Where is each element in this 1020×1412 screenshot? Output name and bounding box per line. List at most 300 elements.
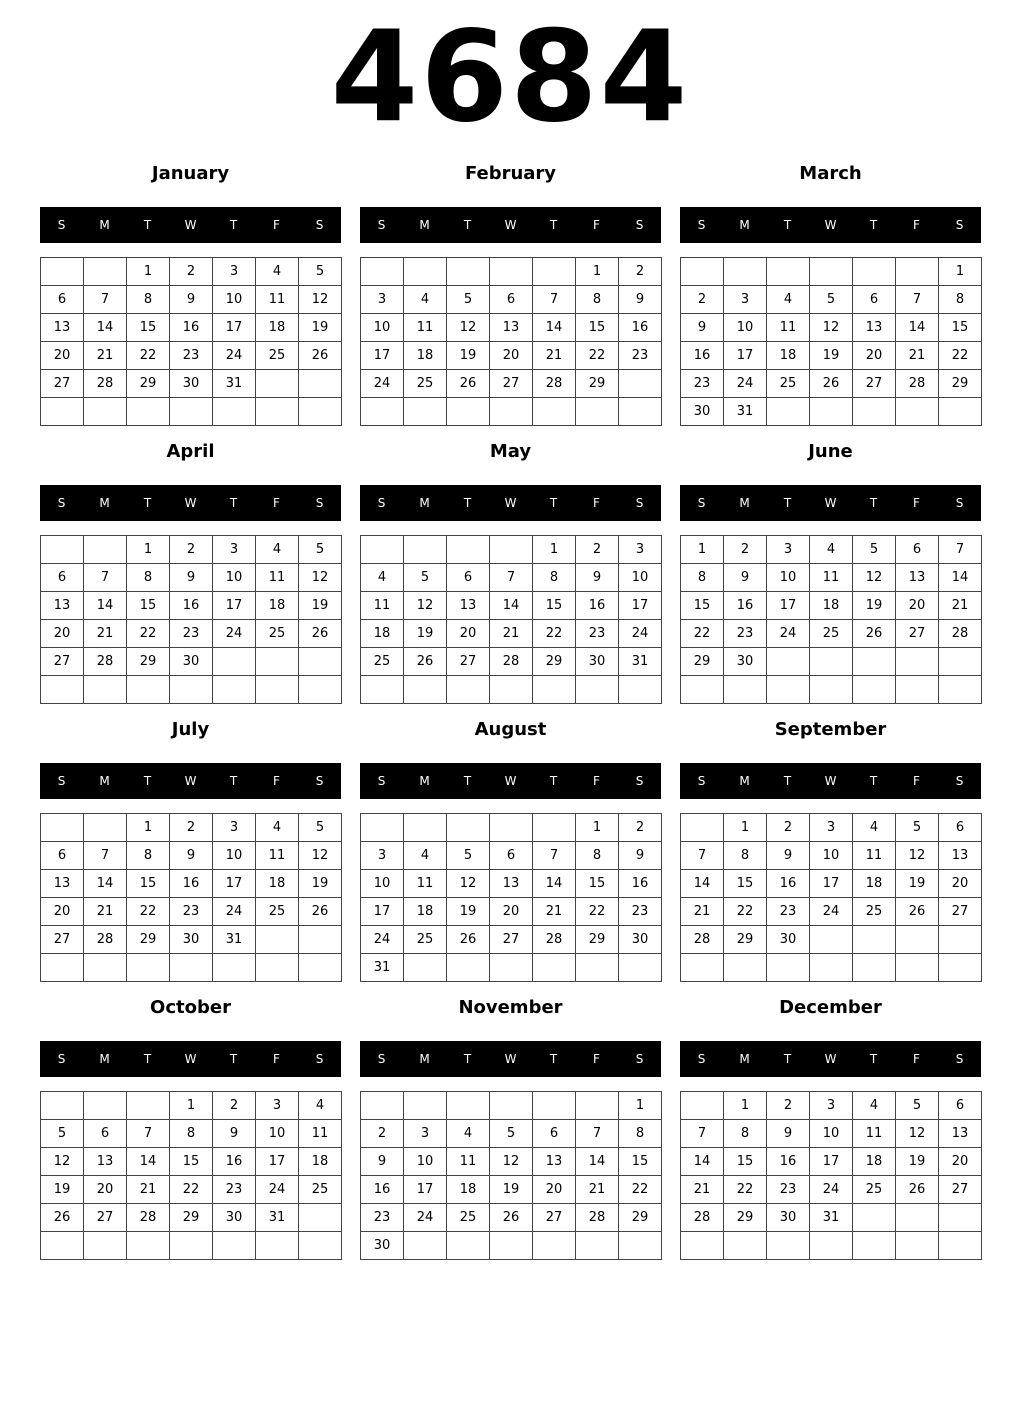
weekday-label: F [913, 774, 920, 788]
week-row [361, 1232, 662, 1260]
day-cell: 17 [724, 342, 767, 370]
day-cell: 1 [533, 536, 576, 564]
day-cell: 25 [853, 1176, 896, 1204]
day-cell: 6 [896, 536, 939, 564]
day-cell: 30 [724, 648, 767, 676]
day-cell [170, 398, 213, 426]
weekday-label: M [739, 496, 750, 510]
day-cell [810, 676, 853, 704]
day-cell: 21 [681, 1176, 724, 1204]
day-cell: 1 [576, 258, 619, 286]
month-name: April [166, 441, 215, 462]
week-row [361, 1148, 662, 1176]
day-cell [810, 1232, 853, 1260]
day-cell [447, 536, 490, 564]
week-row [41, 926, 342, 954]
day-cell [170, 1232, 213, 1260]
week-row [361, 258, 662, 286]
day-cell [767, 676, 810, 704]
day-cell: 3 [404, 1120, 447, 1148]
week-row [681, 258, 982, 286]
day-cell: 1 [127, 536, 170, 564]
day-cell: 11 [447, 1148, 490, 1176]
week-row [41, 258, 342, 286]
weekday-label: F [593, 218, 600, 232]
day-cell [213, 398, 256, 426]
day-cell: 22 [533, 620, 576, 648]
day-cell: 19 [896, 1148, 939, 1176]
day-cell [767, 398, 810, 426]
day-cell: 17 [213, 870, 256, 898]
day-cell [681, 676, 724, 704]
week-row [681, 870, 982, 898]
day-cell [447, 676, 490, 704]
day-cell: 2 [361, 1120, 404, 1148]
month-name: June [808, 441, 853, 462]
day-cell: 22 [127, 898, 170, 926]
weekday-header [360, 485, 661, 521]
week-row [41, 370, 342, 398]
weekday-label: M [419, 496, 430, 510]
day-cell [681, 258, 724, 286]
day-cell: 20 [853, 342, 896, 370]
weekday-label: M [99, 1052, 110, 1066]
day-cell: 1 [939, 258, 982, 286]
day-cell [681, 954, 724, 982]
day-cell: 11 [810, 564, 853, 592]
weekday-label: S [377, 774, 386, 788]
week-row [361, 564, 662, 592]
day-cell: 8 [724, 1120, 767, 1148]
day-cell [896, 1232, 939, 1260]
day-cell: 21 [576, 1176, 619, 1204]
day-cell: 21 [533, 342, 576, 370]
weekday-label: S [315, 1052, 324, 1066]
week-row [361, 1176, 662, 1204]
day-cell: 22 [127, 620, 170, 648]
week-row [361, 842, 662, 870]
day-cell: 3 [361, 842, 404, 870]
day-cell: 26 [299, 342, 342, 370]
day-cell: 29 [576, 370, 619, 398]
day-cell [896, 648, 939, 676]
day-cell: 13 [84, 1148, 127, 1176]
week-row [681, 342, 982, 370]
day-cell [41, 258, 84, 286]
day-cell: 12 [447, 314, 490, 342]
day-cell: 28 [490, 648, 533, 676]
weekday-label: M [739, 774, 750, 788]
day-cell: 15 [939, 314, 982, 342]
day-cell: 26 [299, 898, 342, 926]
weekday-label: S [635, 774, 644, 788]
day-cell: 30 [619, 926, 662, 954]
day-cell: 22 [939, 342, 982, 370]
day-cell: 27 [490, 370, 533, 398]
day-cell: 18 [256, 314, 299, 342]
day-cell: 3 [213, 536, 256, 564]
day-cell: 19 [299, 592, 342, 620]
day-cell [213, 676, 256, 704]
day-cell [404, 676, 447, 704]
day-cell: 18 [853, 870, 896, 898]
day-cell: 7 [896, 286, 939, 314]
day-cell: 17 [256, 1148, 299, 1176]
day-cell: 30 [170, 370, 213, 398]
day-cell: 16 [724, 592, 767, 620]
day-cell: 18 [404, 342, 447, 370]
day-cell: 30 [576, 648, 619, 676]
weekday-label: S [955, 774, 964, 788]
day-cell: 19 [41, 1176, 84, 1204]
weekday-label: T [463, 1052, 472, 1066]
day-cell [447, 814, 490, 842]
day-cell: 25 [404, 370, 447, 398]
day-cell: 9 [170, 564, 213, 592]
day-cell: 30 [681, 398, 724, 426]
week-row [681, 676, 982, 704]
day-cell: 15 [619, 1148, 662, 1176]
day-cell: 17 [361, 342, 404, 370]
day-grid [360, 257, 662, 426]
day-cell: 4 [361, 564, 404, 592]
day-cell [213, 1232, 256, 1260]
day-cell: 30 [213, 1204, 256, 1232]
day-cell: 19 [404, 620, 447, 648]
day-cell: 31 [213, 370, 256, 398]
day-grid [680, 1091, 982, 1260]
day-cell: 15 [170, 1148, 213, 1176]
week-row [41, 1204, 342, 1232]
day-cell: 10 [213, 564, 256, 592]
day-cell: 31 [361, 954, 404, 982]
day-cell: 2 [170, 258, 213, 286]
day-cell: 12 [299, 842, 342, 870]
day-cell: 7 [576, 1120, 619, 1148]
day-cell: 13 [490, 870, 533, 898]
day-cell [853, 676, 896, 704]
day-cell: 17 [404, 1176, 447, 1204]
week-row [41, 1148, 342, 1176]
day-cell: 18 [447, 1176, 490, 1204]
day-cell [84, 536, 127, 564]
day-cell: 31 [256, 1204, 299, 1232]
weekday-label: T [463, 218, 472, 232]
day-cell: 8 [681, 564, 724, 592]
day-cell [127, 954, 170, 982]
weekday-label: W [504, 496, 517, 510]
weekday-header [40, 763, 341, 799]
day-cell: 3 [724, 286, 767, 314]
day-cell [84, 1232, 127, 1260]
day-cell: 25 [256, 620, 299, 648]
day-cell: 10 [810, 1120, 853, 1148]
day-cell: 21 [127, 1176, 170, 1204]
week-row [361, 286, 662, 314]
day-cell: 7 [84, 564, 127, 592]
weekday-header [680, 763, 981, 799]
day-cell [404, 814, 447, 842]
week-row [681, 1232, 982, 1260]
day-cell [84, 954, 127, 982]
day-cell: 25 [404, 926, 447, 954]
day-cell [619, 954, 662, 982]
day-cell: 1 [724, 1092, 767, 1120]
week-row [361, 954, 662, 982]
day-cell [490, 536, 533, 564]
day-cell: 25 [767, 370, 810, 398]
day-cell: 16 [213, 1148, 256, 1176]
weekday-header [360, 763, 661, 799]
weekday-label: S [315, 218, 324, 232]
day-cell: 19 [853, 592, 896, 620]
day-cell: 16 [361, 1176, 404, 1204]
day-cell: 28 [84, 370, 127, 398]
day-cell [41, 398, 84, 426]
week-row [681, 620, 982, 648]
day-cell: 14 [681, 870, 724, 898]
weekday-label: T [869, 218, 878, 232]
weekday-label: T [229, 496, 238, 510]
day-cell: 22 [127, 342, 170, 370]
week-row [41, 1176, 342, 1204]
day-cell: 30 [170, 648, 213, 676]
day-cell: 9 [681, 314, 724, 342]
weekday-label: F [273, 496, 280, 510]
day-cell: 14 [490, 592, 533, 620]
day-cell: 3 [810, 814, 853, 842]
week-row [41, 564, 342, 592]
day-cell: 2 [170, 536, 213, 564]
weekday-header [360, 1041, 661, 1077]
day-cell: 16 [170, 870, 213, 898]
weekday-header [40, 207, 341, 243]
day-cell [853, 926, 896, 954]
day-cell [724, 258, 767, 286]
day-cell [939, 954, 982, 982]
day-cell: 11 [256, 564, 299, 592]
day-cell: 20 [41, 898, 84, 926]
day-cell [490, 676, 533, 704]
day-cell [127, 676, 170, 704]
day-cell: 19 [490, 1176, 533, 1204]
day-cell: 11 [256, 286, 299, 314]
day-cell: 11 [767, 314, 810, 342]
day-cell: 26 [41, 1204, 84, 1232]
day-cell: 27 [939, 1176, 982, 1204]
day-cell: 19 [447, 342, 490, 370]
month-name: February [464, 163, 557, 184]
day-cell [681, 1092, 724, 1120]
day-cell [767, 258, 810, 286]
day-cell: 12 [447, 870, 490, 898]
week-row [681, 398, 982, 426]
day-cell: 20 [490, 342, 533, 370]
week-row [361, 676, 662, 704]
weekday-label: T [229, 218, 238, 232]
weekday-label: W [824, 1052, 837, 1066]
day-cell: 9 [361, 1148, 404, 1176]
day-cell: 10 [213, 286, 256, 314]
week-row [681, 648, 982, 676]
day-cell: 13 [853, 314, 896, 342]
weekday-label: S [697, 496, 706, 510]
day-cell [404, 1092, 447, 1120]
day-cell: 12 [41, 1148, 84, 1176]
month-name: August [474, 719, 547, 740]
weekday-label: F [913, 1052, 920, 1066]
day-cell [490, 258, 533, 286]
day-cell: 14 [127, 1148, 170, 1176]
day-cell [490, 954, 533, 982]
day-cell: 22 [724, 1176, 767, 1204]
day-cell: 6 [490, 286, 533, 314]
day-cell: 9 [619, 842, 662, 870]
day-grid [40, 813, 342, 982]
day-cell: 16 [619, 870, 662, 898]
day-cell: 29 [576, 926, 619, 954]
day-cell: 22 [576, 342, 619, 370]
day-cell: 13 [533, 1148, 576, 1176]
day-cell: 4 [810, 536, 853, 564]
week-row [361, 1120, 662, 1148]
day-cell: 26 [404, 648, 447, 676]
day-cell: 11 [299, 1120, 342, 1148]
day-cell: 19 [447, 898, 490, 926]
day-cell: 21 [896, 342, 939, 370]
day-cell [896, 258, 939, 286]
weekday-label: W [504, 774, 517, 788]
weekday-label: F [913, 496, 920, 510]
day-cell: 28 [681, 926, 724, 954]
day-cell: 5 [490, 1120, 533, 1148]
week-row [41, 870, 342, 898]
weekday-header [40, 485, 341, 521]
day-cell: 1 [681, 536, 724, 564]
day-cell: 1 [619, 1092, 662, 1120]
week-row [41, 286, 342, 314]
day-cell [810, 398, 853, 426]
day-cell: 13 [896, 564, 939, 592]
day-cell [767, 1232, 810, 1260]
day-cell: 22 [576, 898, 619, 926]
day-cell: 29 [724, 1204, 767, 1232]
day-cell: 5 [41, 1120, 84, 1148]
day-cell: 5 [447, 842, 490, 870]
day-cell: 28 [576, 1204, 619, 1232]
day-cell: 17 [810, 870, 853, 898]
day-cell: 24 [767, 620, 810, 648]
day-cell [533, 1092, 576, 1120]
weekday-label: S [955, 218, 964, 232]
day-cell [490, 1092, 533, 1120]
weekday-label: S [635, 496, 644, 510]
day-cell: 6 [853, 286, 896, 314]
month-name: May [489, 441, 532, 462]
day-cell: 16 [170, 314, 213, 342]
day-cell [361, 676, 404, 704]
day-cell: 23 [767, 898, 810, 926]
week-row [681, 1092, 982, 1120]
week-row [41, 536, 342, 564]
day-cell [447, 1232, 490, 1260]
day-cell: 18 [853, 1148, 896, 1176]
day-cell: 25 [256, 342, 299, 370]
day-cell: 27 [447, 648, 490, 676]
week-row [681, 926, 982, 954]
day-cell: 24 [213, 898, 256, 926]
day-cell: 27 [853, 370, 896, 398]
day-cell: 6 [939, 814, 982, 842]
day-cell: 12 [299, 564, 342, 592]
day-cell: 20 [533, 1176, 576, 1204]
day-cell: 17 [619, 592, 662, 620]
day-cell: 21 [84, 898, 127, 926]
weekday-label: M [739, 1052, 750, 1066]
day-cell: 30 [361, 1232, 404, 1260]
day-cell: 27 [41, 370, 84, 398]
day-cell: 10 [767, 564, 810, 592]
day-cell [361, 536, 404, 564]
day-cell [853, 954, 896, 982]
weekday-label: T [143, 218, 152, 232]
day-cell: 17 [361, 898, 404, 926]
day-cell: 8 [533, 564, 576, 592]
day-cell: 23 [213, 1176, 256, 1204]
day-cell: 27 [41, 926, 84, 954]
day-cell: 5 [404, 564, 447, 592]
day-cell: 4 [256, 814, 299, 842]
day-cell [404, 954, 447, 982]
day-cell [896, 676, 939, 704]
day-cell: 10 [619, 564, 662, 592]
day-cell: 5 [896, 1092, 939, 1120]
day-cell: 23 [170, 342, 213, 370]
day-cell [447, 1092, 490, 1120]
day-cell [299, 926, 342, 954]
day-cell: 26 [896, 898, 939, 926]
day-cell: 19 [810, 342, 853, 370]
day-cell: 4 [853, 1092, 896, 1120]
month-name: November [458, 997, 563, 1018]
day-cell: 20 [939, 1148, 982, 1176]
day-cell [404, 536, 447, 564]
day-cell: 12 [896, 1120, 939, 1148]
day-cell: 29 [681, 648, 724, 676]
day-cell: 29 [939, 370, 982, 398]
day-cell: 22 [619, 1176, 662, 1204]
day-cell: 19 [896, 870, 939, 898]
day-cell: 3 [213, 258, 256, 286]
weekday-label: S [955, 1052, 964, 1066]
day-cell [810, 648, 853, 676]
day-cell: 17 [213, 314, 256, 342]
weekday-label: F [593, 774, 600, 788]
day-cell: 28 [127, 1204, 170, 1232]
weekday-label: T [869, 496, 878, 510]
day-cell: 9 [170, 842, 213, 870]
day-cell: 4 [404, 842, 447, 870]
day-cell: 12 [853, 564, 896, 592]
day-cell: 3 [256, 1092, 299, 1120]
day-cell: 1 [127, 814, 170, 842]
day-cell: 16 [767, 870, 810, 898]
day-cell: 24 [810, 1176, 853, 1204]
day-cell: 16 [681, 342, 724, 370]
week-row [681, 314, 982, 342]
week-row [41, 842, 342, 870]
day-cell [84, 1092, 127, 1120]
